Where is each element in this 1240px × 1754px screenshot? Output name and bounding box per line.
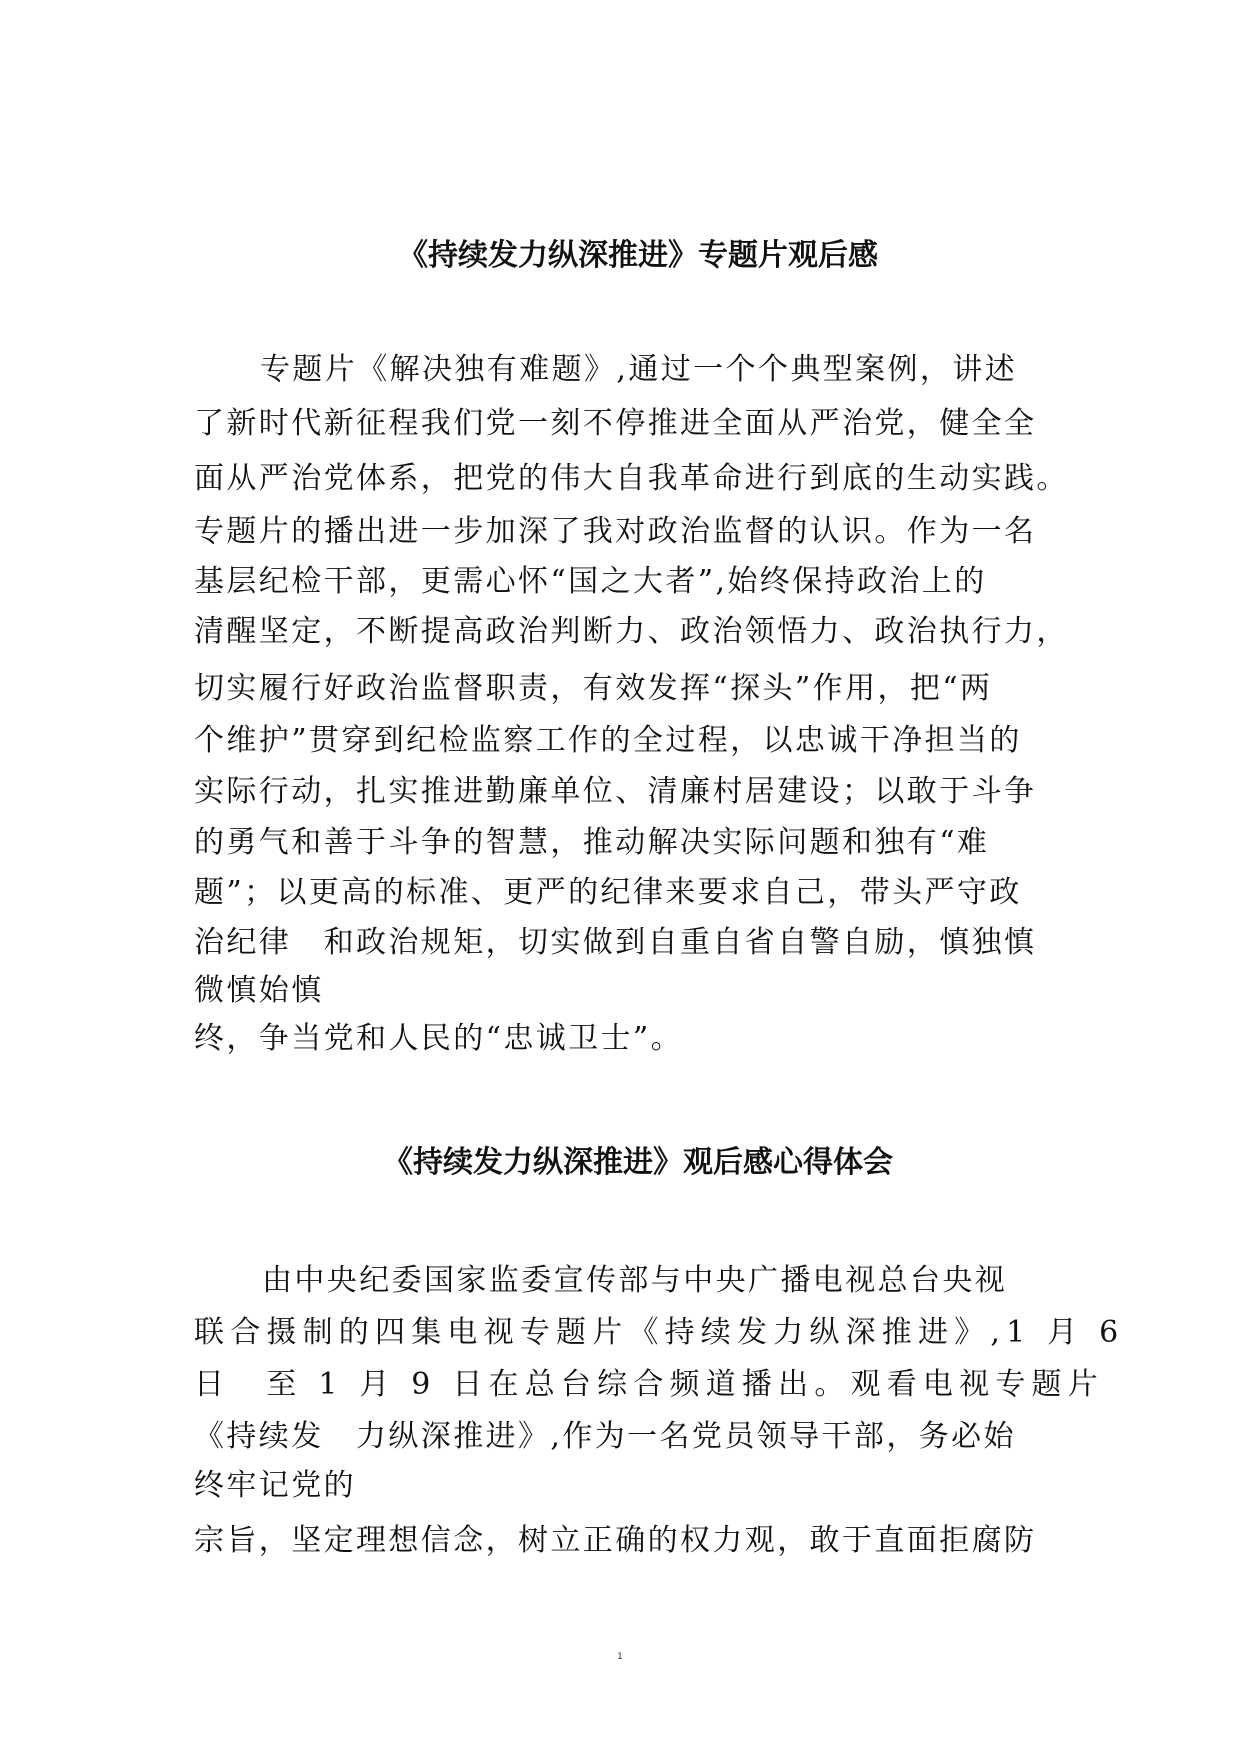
section2-line-1: 由中央纪委国家监委宣传部与中央广播电视总台央视 <box>262 1263 1008 1298</box>
section1-line-14: 终，争当党和人民的“忠诚卫士”。 <box>194 1021 684 1056</box>
section1-line-12: 治纪律 和政治规矩，切实做到自重自省自警自励，慎独慎 <box>194 925 1037 960</box>
section2-line-5: 终牢记党的 <box>194 1468 356 1503</box>
section1-line-5: 基层纪检干部，更需心怀“国之大者”,始终保持政治上的 <box>194 564 987 599</box>
section1-title: 《持续发力纵深推进》专题片观后感 <box>398 238 878 273</box>
section1-line-4: 专题片的播出进一步加深了我对政治监督的认识。作为一名 <box>194 514 1037 549</box>
section2-line-4: 《持续发 力纵深推进》,作为一名党员领导干部，务必始 <box>194 1419 1016 1454</box>
section1-line-6: 清醒坚定，不断提高政治判断力、政治领悟力、政治执行力， <box>194 614 1069 649</box>
section1-line-8: 个维护”贯穿到纪检监察工作的全过程，以忠诚干净担当的 <box>194 723 1022 758</box>
section1-line-1: 专题片《解决独有难题》,通过一个个典型案例，讲述 <box>260 352 1018 387</box>
section1-line-7: 切实履行好政治监督职责，有效发挥“探头”作用，把“两 <box>194 671 993 706</box>
page-number: 1 <box>617 1652 623 1662</box>
section1-line-9: 实际行动，扎实推进勤廉单位、清廉村居建设；以敢于斗争 <box>194 774 1037 809</box>
section2-title: 《持续发力纵深推进》观后感心得体会 <box>383 1145 893 1180</box>
section1-line-10: 的勇气和善于斗争的智慧，推动解决实际问题和独有“难 <box>194 825 990 860</box>
section2-line-2: 联合摄制的四集电视专题片《持续发力纵深推进》,1 月 6 <box>194 1315 1125 1350</box>
section1-line-2: 了新时代新征程我们党一刻不停推进全面从严治党，健全全 <box>194 406 1037 441</box>
section1-line-11: 题”；以更高的标准、更严的纪律来要求自己，带头严守政 <box>194 875 1022 910</box>
section2-line-3: 日 至 1 月 9 日在总台综合频道播出。观看电视专题片 <box>194 1367 1104 1402</box>
section1-line-3: 面从严治党体系，把党的伟大自我革命进行到底的生动实践。 <box>194 461 1069 496</box>
section2-line-6: 宗旨，坚定理想信念，树立正确的权力观，敢于直面拒腐防 <box>194 1523 1037 1558</box>
section1-line-13: 微慎始慎 <box>194 973 324 1008</box>
